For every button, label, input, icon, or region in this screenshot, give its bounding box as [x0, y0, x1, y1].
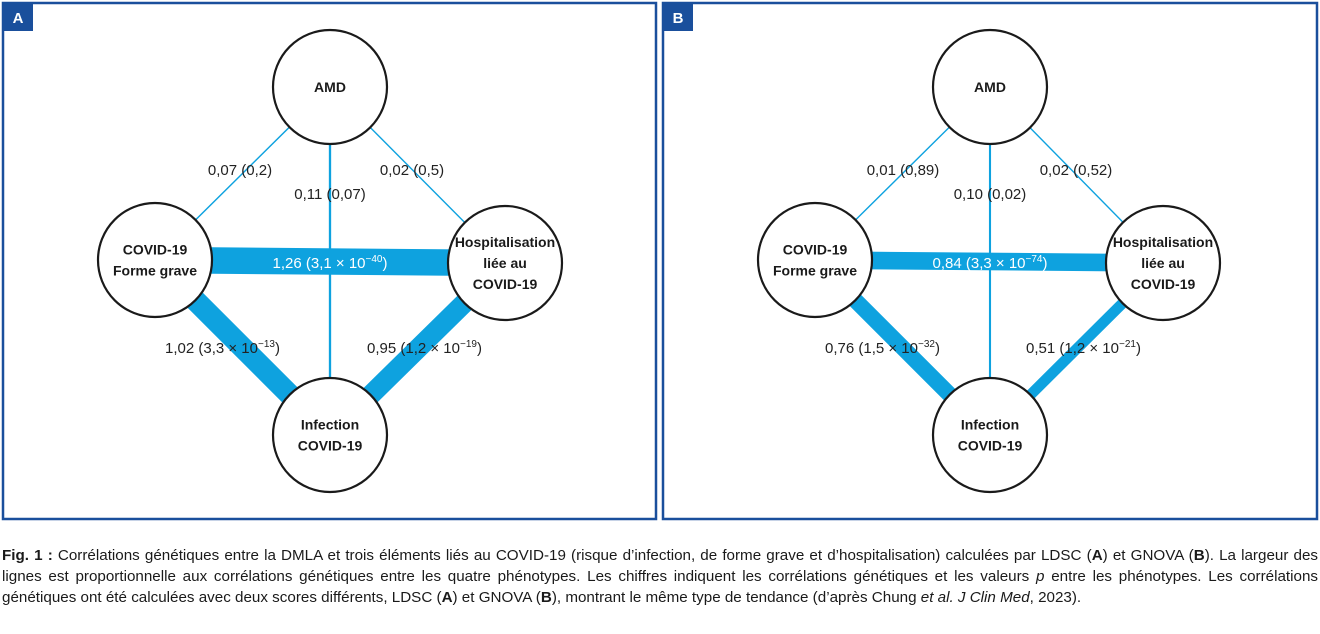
node-infect [933, 378, 1047, 492]
caption-p-italic: p [1036, 568, 1045, 585]
caption-citation-italic: et al. J Clin Med [920, 589, 1030, 606]
node-severe-label: Forme grave [772, 262, 858, 279]
edge-label-severe-infect: 1,02 $(3,3 \times 10^{-13})$ [165, 339, 280, 357]
node-severe [98, 203, 212, 317]
node-hosp-label: COVID-19 [472, 276, 538, 292]
node-hosp-label: liée au [1141, 255, 1185, 271]
node-amd-label: AMD [974, 79, 1006, 95]
node-severe-label: COVID-19 [122, 241, 188, 258]
panel-a [3, 3, 656, 519]
edge-label-severe-hosp: 0,84 $(3,3 \times 10^{-74})$ [932, 254, 1048, 272]
edge-label-amd-hosp: 0,02 (0,52) [1039, 162, 1113, 179]
edge-label-hosp-infect: 0,95 $(1,2 \times 10^{-19})$ [367, 339, 482, 357]
caption-text: ) et GNOVA ( [452, 589, 541, 606]
node-severe-label: COVID-19 [782, 241, 848, 258]
node-infect-label: COVID-19 [957, 437, 1023, 454]
edge-label-amd-severe: 0,07 (0,2) [207, 162, 273, 179]
node-hosp-label: Hospitalisation [454, 234, 556, 250]
node-severe [758, 203, 872, 317]
edge-label-amd-infect: 0,10 (0,02) [953, 186, 1027, 203]
panel-a-tag: A [12, 10, 24, 27]
figure-caption [2, 545, 1318, 608]
caption-text: , 2023). [1029, 589, 1082, 606]
caption-text: ) et GNOVA ( [1102, 547, 1194, 564]
node-amd-label: AMD [314, 79, 346, 95]
node-hosp-label: COVID-19 [1130, 276, 1196, 292]
node-hosp-label: Hospitalisation [1112, 234, 1214, 250]
caption-text: Corrélations génétiques entre la DMLA et trois éléments liés au COVID-19 (risque d’infection, de forme grave et d’hospitalisation) calculées par LDSC ( [52, 547, 1092, 564]
panel-b [663, 3, 1317, 519]
caption-text: ), montrant le même type de tendance (d’après Chung [551, 589, 921, 606]
edge-label-hosp-infect: 0,51 $(1,2 \times 10^{-21})$ [1026, 339, 1141, 357]
edge-label-severe-infect: 0,76 $(1,5 \times 10^{-32})$ [825, 339, 940, 357]
caption-ref-a: A [441, 589, 453, 606]
caption-text: entre les phénotypes. Les corrélations génétiques ont été calculées avec deux scores différents, LDSC ( [2, 568, 1319, 606]
node-infect-label: Infection [300, 416, 360, 433]
node-hosp-label: liée au [483, 255, 527, 271]
node-severe-label: Forme grave [112, 262, 198, 279]
edge-label-amd-infect: 0,11 (0,07) [294, 186, 366, 203]
node-infect-label: COVID-19 [297, 437, 363, 454]
caption-prefix: Fig. 1 : [2, 547, 53, 564]
caption-ref-b: B [540, 589, 552, 606]
edge-label-severe-hosp: 1,26 $(3,1 \times 10^{-40})$ [272, 254, 388, 272]
caption-text: ). La largeur des lignes est proportionnelle aux corrélations génétiques entre les quatre phénotypes. Les chiffres indiquent les corrélations génétiques et les valeurs [2, 547, 1319, 585]
edge-label-amd-severe: 0,01 (0,89) [866, 162, 940, 179]
node-infect-label: Infection [960, 416, 1020, 433]
edge-label-amd-hosp: 0,02 (0,5) [379, 162, 445, 179]
panel-b-tag: B [672, 10, 684, 27]
node-infect [273, 378, 387, 492]
caption-ref-a: A [1091, 547, 1103, 564]
caption-ref-b: B [1193, 547, 1205, 564]
